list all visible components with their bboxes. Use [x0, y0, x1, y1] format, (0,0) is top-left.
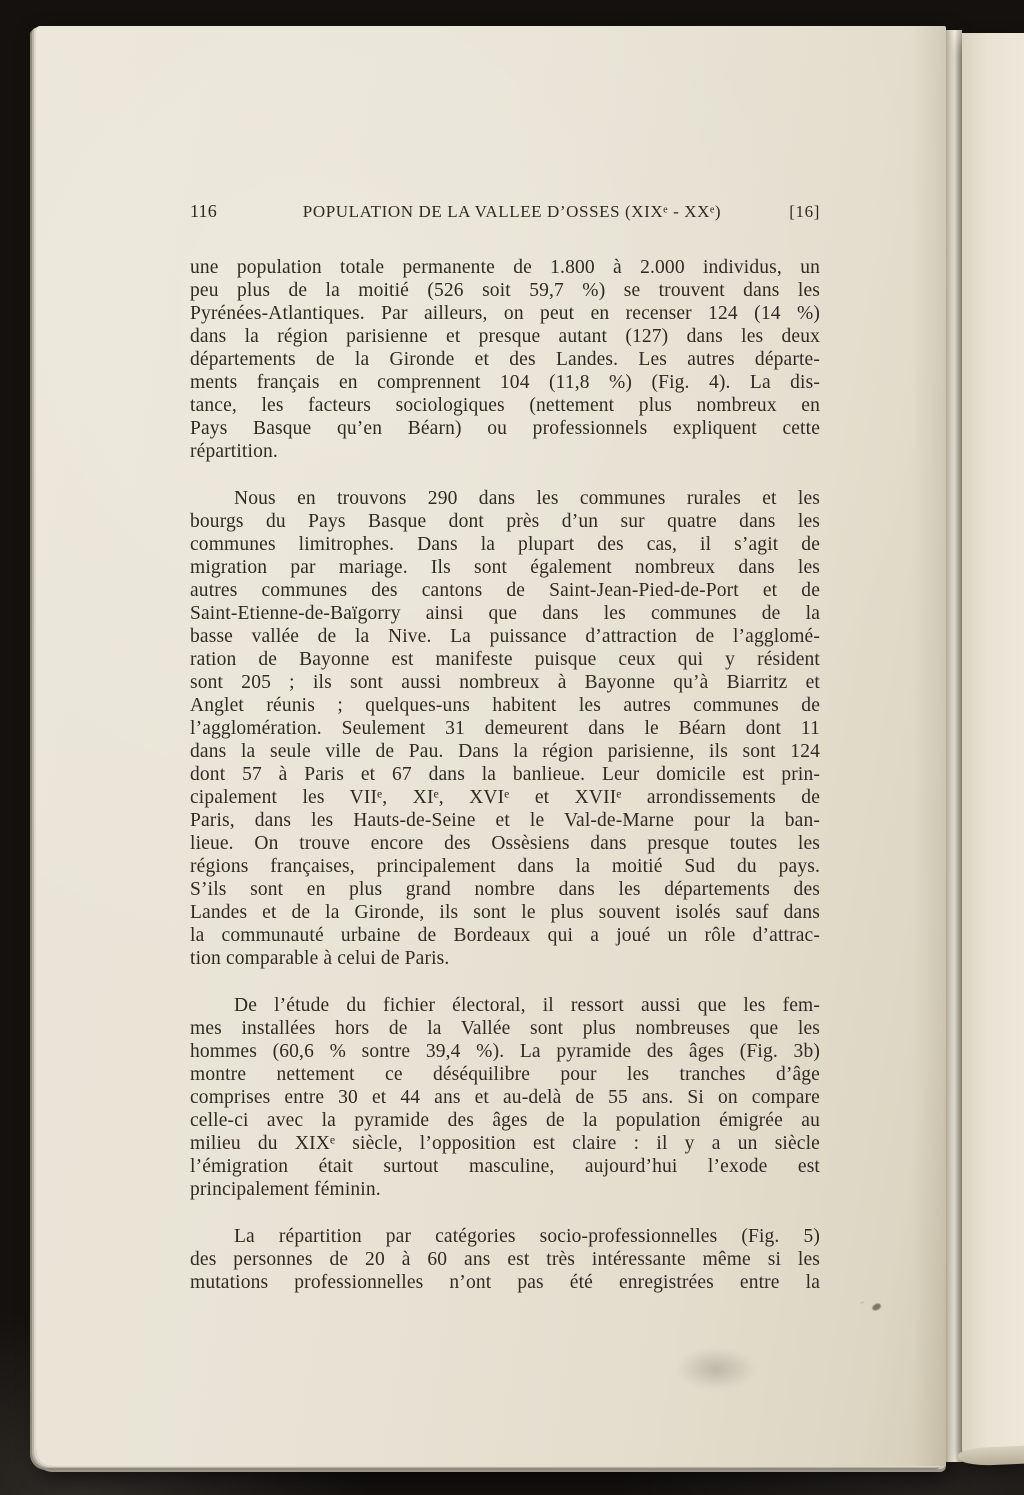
page-text-column	[190, 200, 820, 1294]
facing-page-edge	[962, 33, 1024, 1457]
page-body	[190, 256, 820, 1294]
text-line: bourgs du Pays Basque dont près d’un sur quatre dans les	[190, 511, 820, 532]
text-line: Paris, dans les Hauts-de-Seine et le Val-de-Marne pour la ban-	[190, 810, 820, 831]
text-line: la communauté urbaine de Bordeaux qui a joué un rôle d’attrac-	[190, 925, 820, 946]
page-number: 116	[190, 201, 217, 221]
paragraph	[190, 994, 820, 1201]
text-line: ments français en comprennent 104 (11,8 %) (Fig. 4). La dis-	[190, 372, 820, 393]
text-line: Landes et de la Gironde, ils sont le plus souvent isolés sauf dans	[190, 902, 820, 923]
text-line: Anglet réunis ; quelques-uns habitent les autres communes de	[190, 695, 820, 716]
text-line: des personnes de 20 à 60 ans est très intéressante même si les	[190, 1249, 820, 1270]
text-line: basse vallée de la Nive. La puissance d’attraction de l’agglomé-	[190, 626, 820, 647]
text-line: une population totale permanente de 1.800 à 2.000 individus, un	[190, 257, 820, 278]
text-line: cipalement les VIIᵉ, XIᵉ, XVIᵉ et XVIIᵉ arrondissements de	[190, 787, 820, 808]
text-line: sont 205 ; ils sont aussi nombreux à Bayonne qu’à Biarritz et	[190, 672, 820, 693]
running-title: POPULATION DE LA VALLEE D’OSSES (XIXᵉ - XXᵉ)	[302, 202, 722, 221]
text-line: migration par mariage. Ils sont également nombreux dans les	[190, 557, 820, 578]
book-page	[36, 26, 946, 1466]
text-line: mutations professionnelles n’ont pas été enregistrées entre la	[190, 1272, 820, 1293]
book-gutter-crease	[946, 30, 962, 1462]
text-line: lieue. On trouve encore des Ossèsiens dans presque toutes les	[190, 833, 820, 854]
text-line: dans la seule ville de Pau. Dans la région parisienne, ils sont 124	[190, 741, 820, 762]
text-line: l’agglomération. Seulement 31 demeurent dans le Béarn dont 11	[190, 718, 820, 739]
text-line: ration de Bayonne est manifeste puisque ceux qui y résident	[190, 649, 820, 670]
text-line: tance, les facteurs sociologiques (nettement plus nombreux en	[190, 395, 820, 416]
text-line: dont 57 à Paris et 67 dans la banlieue. Leur domicile est prin-	[190, 764, 820, 785]
text-line: Nous en trouvons 290 dans les communes rurales et les	[234, 488, 820, 509]
paper-smudge	[676, 1348, 756, 1390]
text-line: principalement féminin.	[190, 1179, 381, 1200]
text-line: hommes (60,6 % sontre 39,4 %). La pyramide des âges (Fig. 3b)	[190, 1041, 820, 1062]
text-line: Saint-Etienne-de-Baïgorry ainsi que dans les communes de la	[190, 603, 820, 624]
text-line: celle-ci avec la pyramide des âges de la population émigrée au	[190, 1110, 820, 1131]
text-line: mes installées hors de la Vallée sont plus nombreuses que les	[190, 1018, 820, 1039]
text-line: autres communes des cantons de Saint-Jean-Pied-de-Port et de	[190, 580, 820, 601]
text-line: Pays Basque qu’en Béarn) ou professionnels expliquent cette	[190, 418, 820, 439]
text-line: comprises entre 30 et 44 ans et au-delà de 55 ans. Si on compare	[190, 1087, 820, 1108]
text-line: S’ils sont en plus grand nombre dans les départements des	[190, 879, 820, 900]
text-line: dans la région parisienne et presque autant (127) dans les deux	[190, 326, 820, 347]
text-line: départements de la Gironde et des Landes. Les autres départe-	[190, 349, 820, 370]
text-line: peu plus de la moitié (526 soit 59,7 %) se trouvent dans les	[190, 280, 820, 301]
text-line: tion comparable à celui de Paris.	[190, 948, 450, 969]
text-line: répartition.	[190, 441, 278, 462]
text-line: communes limitrophes. Dans la plupart des cas, il s’agit de	[190, 534, 820, 555]
paragraph	[190, 256, 820, 463]
text-line: Pyrénées-Atlantiques. Par ailleurs, on peut en recenser 124 (14 %)	[190, 303, 820, 324]
header-bracket-number: [16]	[789, 202, 820, 221]
text-line: La répartition par catégories socio-professionnelles (Fig. 5)	[234, 1226, 820, 1247]
paragraph	[190, 1225, 820, 1294]
text-line: montre nettement ce déséquilibre pour les tranches d’âge	[190, 1064, 820, 1085]
text-line: l’émigration était surtout masculine, aujourd’hui l’exode est	[190, 1156, 820, 1177]
page-header	[190, 200, 820, 223]
text-line: milieu du XIXᵉ siècle, l’opposition est claire : il y a un siècle	[190, 1133, 820, 1154]
facing-page-fold	[958, 1445, 1024, 1466]
text-line: régions françaises, principalement dans la moitié Sud du pays.	[190, 856, 820, 877]
text-line: De l’étude du fichier électoral, il ressort aussi que les fem-	[234, 995, 820, 1016]
paragraph	[190, 487, 820, 970]
